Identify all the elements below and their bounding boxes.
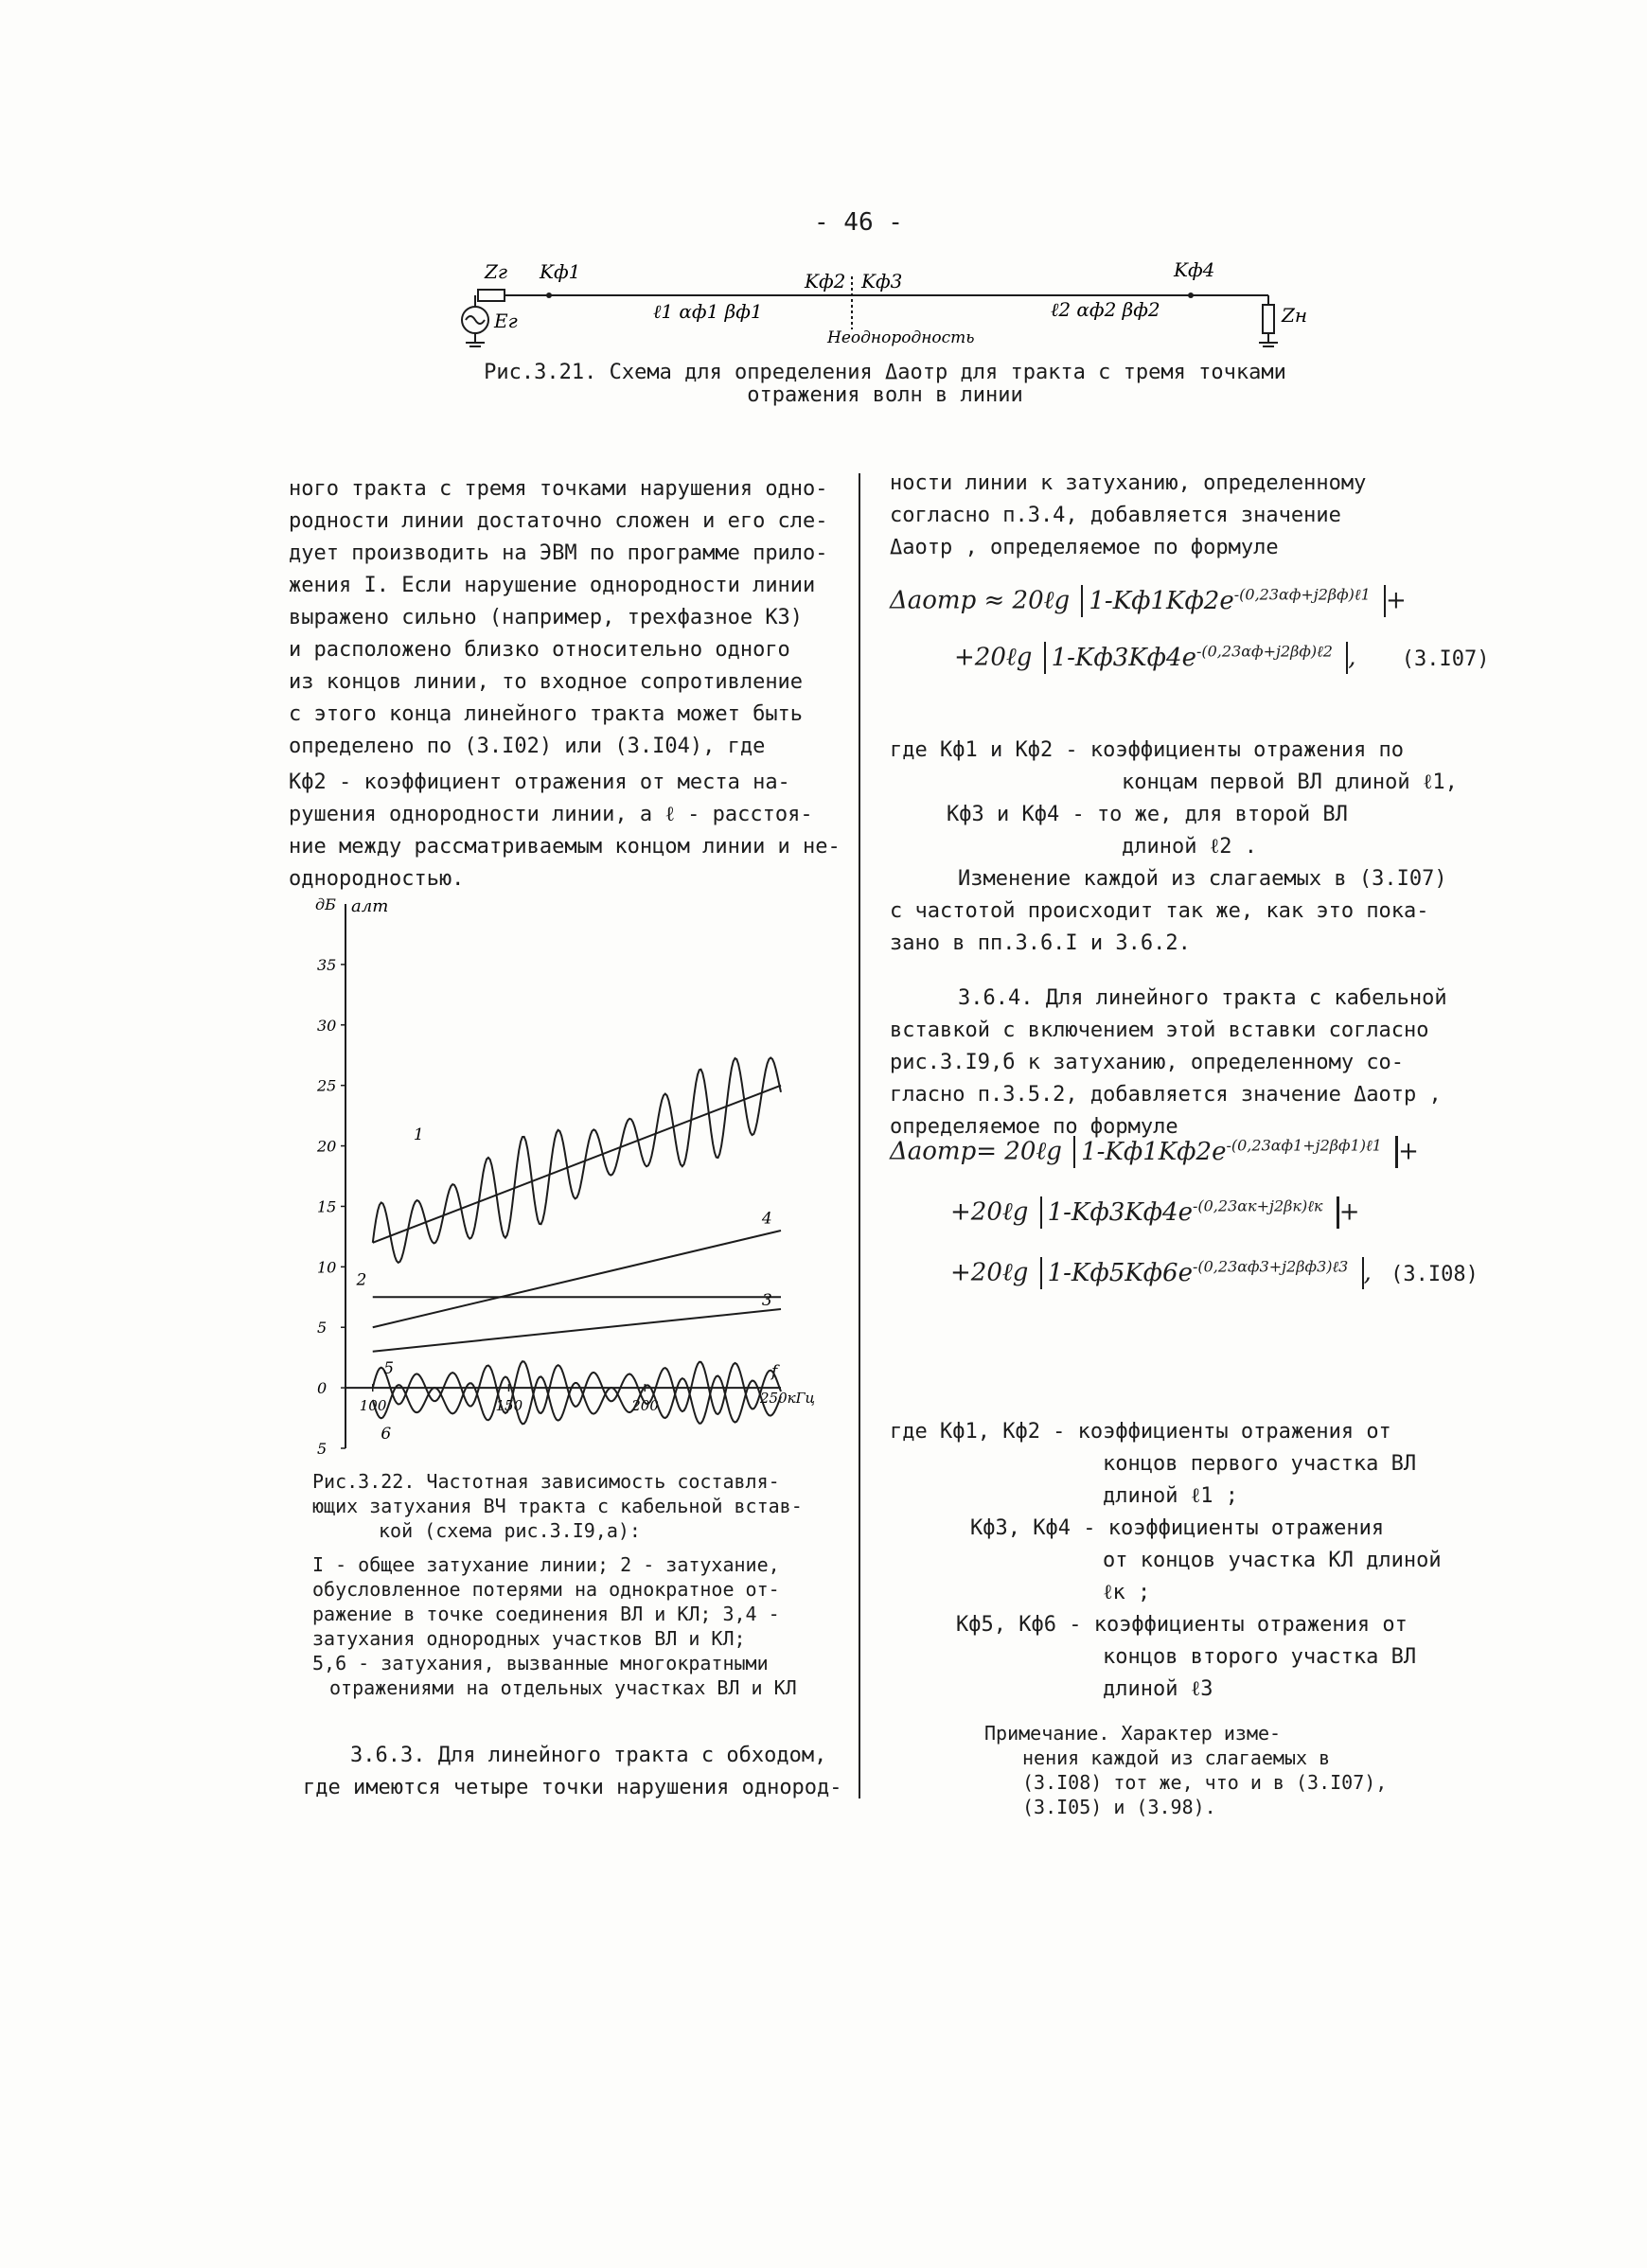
y-tick-label: 0 (317, 1379, 328, 1398)
series-4-line (373, 1231, 781, 1327)
y-tick-label: 5 (317, 1319, 328, 1338)
zg-resistor-icon (478, 290, 505, 301)
formula-3-108: Δaотр= 20ℓg $1-Kф1Kф2e^{-(0,23\alpha ф1+j2\beta ф1)\ell 1}$ + +20ℓg $1-Kф3Kф4e^{-(0,23\alpha к+j2\beta к)\ell к}$ + +20ℓg $1-Kф5Kф6e^{-(0,23\alpha ф3+j2\beta ф3)\ell 3}$ , (3.I08) (890, 1136, 1479, 1287)
series-1-label: 1 (413, 1125, 424, 1145)
text-line: Kф3, Kф4 - коэффициенты отражения (970, 1516, 1385, 1540)
legend-line: 5,6 - затухания, вызванные многократными (312, 1652, 769, 1674)
x-tick-label: 150 (495, 1397, 523, 1415)
kf3-label: Kф3 (861, 270, 903, 292)
kf2-label: Kф2 (805, 270, 846, 292)
text-line: зано в пп.3.6.I и 3.6.2. (890, 931, 1191, 955)
series-3-label: 3 (761, 1291, 772, 1311)
note-line: Примечание. Характер изме- (984, 1722, 1282, 1745)
left-column-text (289, 473, 841, 895)
formula-term-prefix: +20ℓg (950, 1197, 1029, 1227)
y-axis-label: aлт (351, 896, 389, 916)
text-line: однородностью. (289, 867, 465, 891)
x-tick-label: 200 (631, 1397, 659, 1415)
series-5-label: 5 (383, 1358, 395, 1378)
text-line: и расположено близко относительно одного (289, 638, 790, 662)
text-line: ности линии к затуханию, определенному (890, 471, 1367, 495)
text-line: ние между рассматриваемым концом линии и не- (289, 835, 841, 859)
series-2-label: 2 (356, 1270, 367, 1290)
formula-exponent: -(0,23αф3+j2βф3)ℓ3 (1192, 1257, 1349, 1275)
y-tick-label: 10 (317, 1258, 337, 1277)
text-line: с этого конца линейного тракта может быть (289, 702, 804, 726)
text-line: где Kф1, Kф2 - коэффициенты отражения от (890, 1420, 1391, 1444)
text-line: 3.6.3. Для линейного тракта с обходом, (350, 1744, 827, 1767)
x-unit-label: 250кГц (760, 1390, 815, 1408)
zn-load-icon (1263, 305, 1274, 333)
segment2-label: ℓ2 αф2 βф2 (1051, 298, 1160, 321)
text-line: концов второго участка ВЛ (1103, 1645, 1417, 1669)
y-tick-label: 5 (317, 1440, 328, 1458)
text-line: длиной ℓ3 (1103, 1677, 1213, 1701)
right-column-intro (890, 468, 1366, 564)
text-line: Kф2 - коэффициент отражения от места на- (289, 771, 790, 794)
caption-line: отражения волн в линии (747, 383, 1023, 407)
where-definitions-1 (890, 735, 1458, 863)
change-paragraph (890, 863, 1447, 960)
column-divider (859, 473, 860, 1798)
text-line: 3.6.4. Для линейного тракта с кабельной (958, 986, 1447, 1010)
legend-line: отражениями на отдельных участках ВЛ и КЛ (329, 1676, 797, 1699)
figure-3-22-chart (303, 880, 833, 1467)
y-tick-label: 15 (317, 1197, 337, 1216)
nonuniformity-label: Неоднородность (827, 328, 975, 347)
text-line: из концов линии, то входное сопротивление (289, 670, 804, 694)
page-number: - 46 - (814, 208, 903, 237)
zn-label: Zн (1282, 304, 1308, 327)
zg-label: Zг (485, 260, 508, 283)
series-4-label: 4 (761, 1209, 772, 1229)
text-line: выражено сильно (например, трехфазное КЗ) (289, 606, 804, 629)
text-line: определяемое по формуле (890, 1115, 1178, 1139)
figure-3-21-caption (473, 362, 1297, 407)
text-line: Kф3 и Kф4 - то же, для второй ВЛ (947, 803, 1348, 826)
legend-line: обусловленное потерями на однократное от- (312, 1578, 780, 1601)
text-line: дует производить на ЭВМ по программе прило- (289, 541, 828, 565)
formula-term: 1-Kф1Kф2e (1089, 586, 1234, 615)
series-1-line (373, 1057, 781, 1263)
caption-line: Рис.3.22. Частотная зависимость составля- (312, 1470, 780, 1493)
formula-exponent: -(0,23αф+j2βф)ℓ1 (1233, 585, 1371, 603)
segment1-label: ℓ1 αф1 βф1 (653, 300, 763, 323)
note-line: (3.I08) тот же, что и в (3.I07), (1022, 1771, 1388, 1794)
text-line: рис.3.I9,б к затуханию, определенному со- (890, 1051, 1405, 1074)
text-line: Изменение каждой из слагаемых в (3.I07) (958, 867, 1447, 891)
y-tick-label: 20 (317, 1137, 337, 1156)
text-line: где имеются четыре точки нарушения однород- (303, 1776, 842, 1799)
caption-line: ющих затухания ВЧ тракта с кабельной встав- (312, 1495, 803, 1517)
kf4-label: Kф4 (1174, 258, 1215, 281)
series-3-line (373, 1309, 781, 1352)
text-line: ного тракта с тремя точками нарушения одно- (289, 477, 828, 501)
formula-exponent: -(0,23αф+j2βф)ℓ2 (1195, 642, 1333, 660)
text-line: где Kф1 и Kф2 - коэффициенты отражения по (890, 738, 1405, 762)
text-line: Kф5, Kф6 - коэффициенты отражения от (956, 1613, 1408, 1637)
series-6-line (373, 1376, 781, 1425)
series-1-trend-line (373, 1086, 781, 1243)
y-unit-label: дБ (315, 895, 336, 913)
text-line: ℓк ; (1103, 1581, 1151, 1604)
formula-term: 1-Kф1Kф2e (1081, 1137, 1227, 1166)
text-line: вставкой с включением этой вставки согласно (890, 1019, 1429, 1042)
text-line: с частотой происходит так же, как это пока- (890, 899, 1429, 923)
formula-lhs: Δaотр ≈ 20ℓg (890, 586, 1071, 615)
text-line: жения I. Если нарушение однородности линии (289, 574, 816, 597)
text-line: длиной ℓ2 . (1122, 835, 1257, 859)
where-definitions-2 (890, 1416, 1442, 1706)
text-line: определено по (3.I02) или (3.I04), где (289, 735, 766, 758)
text-line: гласно п.3.5.2, добавляется значение Δaотр , (890, 1083, 1442, 1107)
formula-term: 1-Kф3Kф4e (1047, 1197, 1193, 1227)
y-tick-label: 30 (317, 1016, 337, 1035)
note-line: (3.I05) и (3.98). (1022, 1796, 1216, 1818)
text-line: Δaотр , определяемое по формуле (890, 536, 1279, 559)
text-line: согласно п.3.4, добавляется значение (890, 504, 1341, 527)
legend-line: затухания однородных участков ВЛ и КЛ; (312, 1627, 746, 1650)
caption-line: кой (схема рис.3.I9,а): (379, 1519, 641, 1542)
text-line: концов первого участка ВЛ (1103, 1452, 1417, 1476)
note-block (984, 1721, 1387, 1819)
x-axis-label: f (771, 1362, 778, 1382)
y-tick-label: 35 (317, 955, 337, 974)
eg-label: Eг (494, 310, 518, 332)
formula-number: (3.I08) (1390, 1262, 1479, 1286)
text-line: родности линии достаточно сложен и его сле- (289, 509, 828, 533)
text-line: от концов участка КЛ длиной (1103, 1549, 1442, 1572)
section-364 (890, 983, 1447, 1143)
series-6-label: 6 (381, 1424, 392, 1444)
formula-term-prefix: +20ℓg (954, 643, 1033, 672)
x-tick-label: 100 (359, 1397, 387, 1415)
legend-line: I - общее затухание линии; 2 - затухание, (312, 1553, 780, 1576)
note-line: нения каждой из слагаемых в (1022, 1746, 1331, 1769)
formula-lhs: Δaотр= 20ℓg (890, 1137, 1062, 1166)
formula-term-prefix: +20ℓg (950, 1258, 1029, 1287)
legend-line: ражение в точке соединения ВЛ и КЛ; 3,4 - (312, 1603, 780, 1625)
formula-3-107: Δaотр ≈ 20ℓg $1-Kф1Kф2e^{-(0,23\alpha ф+j2\beta ф)\ell 1}$ + +20ℓg $1-Kф3Kф4e^{-(0,23\alpha ф+j2\beta ф)\ell 2}$ , (3.I07) (890, 585, 1490, 672)
figure-3-21-diagram (445, 256, 1308, 369)
text-line: длиной ℓ1 ; (1103, 1484, 1238, 1508)
y-tick-label: 25 (317, 1076, 337, 1095)
text-line: концам первой ВЛ длиной ℓ1, (1122, 771, 1458, 794)
formula-number: (3.I07) (1401, 647, 1490, 671)
formula-exponent: -(0,23αф1+j2βф1)ℓ1 (1226, 1136, 1382, 1154)
figure-3-22-caption (312, 1469, 803, 1700)
caption-line: Рис.3.21. Схема для определения Δaотр для тракта с тремя точками (484, 361, 1286, 384)
text-line: рушения однородности линии, а ℓ - расстоя- (289, 803, 813, 826)
kf1-label: Kф1 (540, 260, 581, 283)
formula-term: 1-Kф5Kф6e (1047, 1258, 1193, 1287)
formula-term: 1-Kф3Kф4e (1051, 643, 1196, 672)
formula-exponent: -(0,23αк+j2βк)ℓк (1192, 1196, 1323, 1214)
section-363 (303, 1740, 842, 1804)
